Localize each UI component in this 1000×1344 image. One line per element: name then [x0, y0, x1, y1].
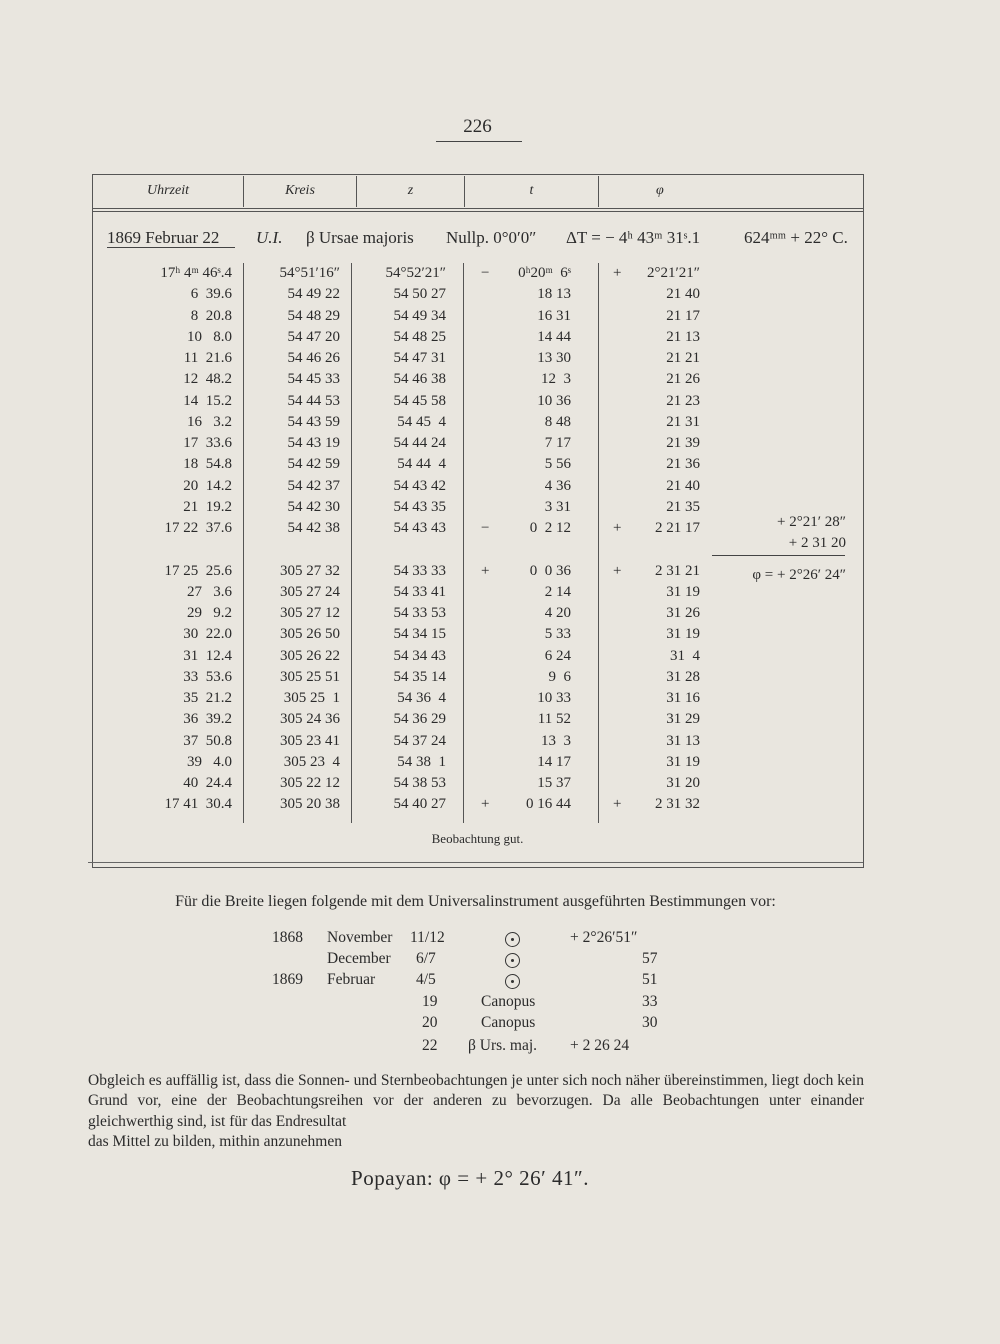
latitude-year: 1868: [272, 929, 303, 946]
header-uhrzeit: Uhrzeit: [147, 183, 189, 198]
table-bottom-rule: [88, 862, 863, 863]
latitude-month: Februar: [327, 971, 376, 988]
mean-result: φ = + 2°26′ 24″: [752, 567, 846, 583]
latitude-month: November: [327, 929, 393, 946]
column-z: 54°52′21″ 54 50 27 54 49 34 54 48 25 54 47 31 54 46 38 54 45 58 54 45 4 54 44 24 54 44 4 54 43 42 54 43 35 54 43 43 54 33 33 54 33 41 54 33 53 54 34 15 54 34 43 54 35 14 54 36 4 54 36 29 54 37 24 54 38 1 54 38 53 54 40 27: [385, 265, 446, 813]
latitude-month: December: [327, 950, 391, 967]
column-phi-sign: + + + +: [613, 265, 622, 813]
latitude-day: 4/5: [416, 971, 436, 988]
mean-second: + 2 31 20: [788, 535, 846, 551]
column-divider: [243, 263, 244, 823]
latitude-day: 20: [422, 1014, 438, 1031]
paragraph-body: Obgleich es auffällig ist, dass die Sonnen- und Sternbeobachtungen je unter sich noch näher übereinstimmen, liegt doch kein Grund vor, eine der Beobachtungsreihen vor der anderen zu bevorzugen. Da alle Beobachtungen unter einander gleichwerthig sind, ist für das Endresultat: [88, 1072, 864, 1130]
latitude-day: 6/7: [416, 950, 436, 967]
latitude-value: 51: [642, 971, 658, 988]
column-kreis: 54°51′16″ 54 49 22 54 48 29 54 47 20 54 46 26 54 45 33 54 44 53 54 43 59 54 43 19 54 42 59 54 42 37 54 42 30 54 42 38 305 27 32 305 27 24 305 27 12 305 26 50 305 26 22 305 25 51 305 25 1 305 24 36 305 23 41 305 23 4 305 22 12 305 20 38: [279, 265, 340, 813]
latitude-object: Canopus: [481, 1014, 536, 1031]
paragraph-last-line: das Mittel zu bilden, mithin anzunehmen: [88, 1132, 342, 1150]
column-divider: [351, 263, 352, 823]
page-number: 226: [463, 116, 492, 137]
column-t: 0ʰ20ᵐ 6ˢ 18 13 16 31 14 44 13 30 12 3 10 36 8 48 7 17 5 56 4 36 3 31 0 2 12 0 0 36 2 14 4 20 5 33 6 24 9 6 10 33 11 52 13 3 14 17 15 37 0 16 44: [518, 265, 571, 813]
latitude-value: 30: [642, 1014, 658, 1031]
header-t: t: [529, 183, 534, 198]
header-rule: [93, 211, 863, 212]
column-uhrzeit: 17ʰ 4ᵐ 46ˢ.4 6 39.6 8 20.8 10 8.0 11 21.6 12 48.2 14 15.2 16 3.2 17 33.6 18 54.8 20 14.2 21 19.2 17 22 37.6 17 25 25.6 27 3.6 29 9.2 30 22.0 31 12.4 33 53.6 35 21.2 36 39.2 37 50.8 39 4.0 40 24.4 17 41 30.4: [160, 265, 232, 813]
mean-block: [718, 512, 846, 586]
latitude-value: 57: [642, 950, 658, 967]
observation-delta-t: ΔT = − 4ʰ 43ᵐ 31ˢ.1: [566, 228, 701, 247]
header-z: z: [407, 183, 414, 198]
observation-date-underline: [107, 247, 235, 248]
intro-text: Für die Breite liegen folgende mit dem Universalinstrument ausgeführten Bestimmungen vor:: [175, 893, 776, 910]
column-divider: [463, 263, 464, 823]
observation-zero-point: Nullp. 0°0′0″: [446, 228, 537, 247]
latitude-value: 33: [642, 993, 658, 1010]
header-rule: [93, 208, 863, 209]
observation-position: U.I.: [256, 228, 283, 247]
latitude-value: + 2 26 24: [570, 1037, 630, 1054]
page-number-rule: [436, 141, 522, 142]
column-t-sign: − − + +: [481, 265, 490, 813]
latitude-object: Canopus: [481, 993, 536, 1010]
latitude-day: 19: [422, 993, 438, 1010]
column-divider: [598, 263, 599, 823]
observation-date: 1869 Februar 22: [107, 228, 220, 247]
latitude-day: 22: [422, 1037, 438, 1054]
latitude-year: 1869: [272, 971, 303, 988]
mean-rule: [712, 555, 845, 556]
final-result: Popayan: φ = + 2° 26′ 41″.: [351, 1166, 589, 1190]
header-phi: φ: [656, 183, 664, 198]
header-kreis: Kreis: [285, 183, 315, 198]
observation-note: Beobachtung gut.: [431, 831, 524, 846]
observation-star: β Ursae majoris: [306, 228, 414, 247]
column-phi: 2°21′21″ 21 40 21 17 21 13 21 21 21 26 21 23 21 31 21 39 21 36 21 40 21 35 2 21 17 2 31 21 31 19 31 26 31 19 31 4 31 28 31 16 31 29 31 13 31 19 31 20 2 31 32: [646, 265, 700, 813]
latitude-day: 11/12: [410, 929, 445, 946]
latitude-value: + 2°26′51″: [570, 929, 638, 946]
conclusion-paragraph: [88, 1071, 864, 1152]
mean-first: + 2°21′ 28″: [777, 514, 846, 530]
latitude-object: β Urs. maj.: [468, 1037, 538, 1054]
observation-barometer: 624ᵐᵐ + 22° C.: [744, 228, 848, 247]
